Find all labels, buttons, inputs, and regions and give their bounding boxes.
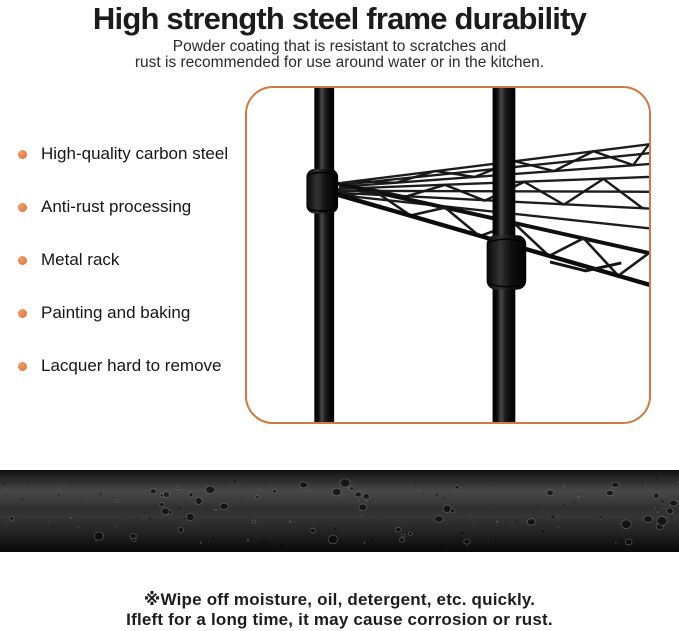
feature-label: Metal rack: [41, 250, 120, 269]
feature-item: [18, 198, 228, 216]
bullet-dot-icon: [18, 256, 27, 265]
feature-item: [18, 251, 228, 269]
footer-note-line-1: ※Wipe off moisture, oil, detergent, etc. quickly.: [143, 590, 536, 609]
left-collar: [306, 169, 338, 213]
bullet-dot-icon: [18, 362, 27, 371]
bullet-dot-icon: [18, 150, 27, 159]
footer-note: [0, 590, 679, 630]
left-pole: [314, 88, 334, 422]
feature-item: [18, 304, 228, 322]
subtitle: [0, 39, 679, 71]
feature-label: Anti-rust processing: [41, 197, 192, 216]
feature-label: High-quality carbon steel: [41, 144, 229, 163]
feature-label: Lacquer hard to remove: [41, 356, 222, 375]
feature-label: Painting and baking: [41, 303, 191, 322]
page-title: High strength steel frame durability: [92, 1, 587, 36]
feature-item: [18, 357, 228, 375]
feature-list: [18, 145, 228, 410]
bullet-dot-icon: [18, 309, 27, 318]
steel-tube-banner: [0, 470, 679, 552]
wire-shelf-corner-image: [247, 88, 649, 422]
subtitle-line-2: rust is recommended for use around water or in the kitchen.: [134, 54, 545, 71]
product-photo-panel: [245, 86, 651, 424]
water-drops-layer: [0, 470, 679, 552]
footer-note-line-2: Ifleft for a long time, it may cause corrosion or rust.: [126, 610, 553, 629]
feature-item: [18, 145, 228, 163]
bullet-dot-icon: [18, 203, 27, 212]
subtitle-line-1: Powder coating that is resistant to scratches and: [172, 38, 507, 55]
right-collar: [487, 235, 527, 289]
